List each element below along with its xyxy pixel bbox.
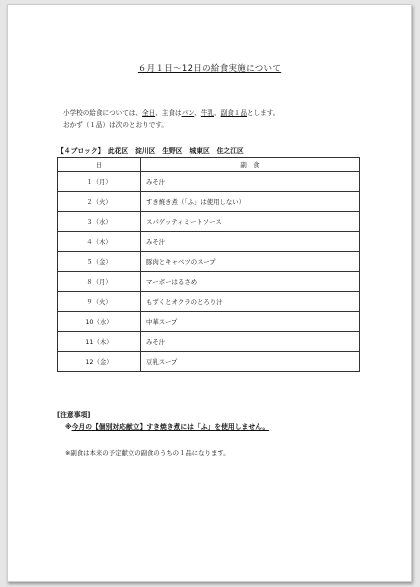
dish-cell: 豆乳スープ [141, 352, 360, 372]
table-row [58, 252, 360, 272]
table-row [58, 272, 360, 292]
document-page [7, 4, 412, 582]
table-row [58, 232, 360, 252]
intro-paragraph [63, 107, 279, 131]
dish-cell: もずくとオクラのとろり汁 [141, 292, 360, 312]
dish-cell: 中華スープ [141, 312, 360, 332]
intro-line-2: おかず（１品）は次のとおりです。 [63, 121, 168, 129]
intro-underlined-text: パン [181, 109, 195, 117]
block-label: 【４ブロック】 此花区 淀川区 生野区 城東区 住之江区 [57, 147, 244, 155]
dish-cell: 豚肉とキャベツのスープ [141, 252, 360, 272]
dish-cell: すき焼き煮（「ふ」は使用しない） [141, 192, 360, 212]
intro-text: とします。 [246, 109, 280, 117]
menu-table [57, 157, 360, 372]
intro-text: 、主食は [155, 109, 182, 117]
table-row [58, 172, 360, 192]
day-cell: ４（木） [58, 232, 141, 252]
table-row [58, 192, 360, 212]
day-cell: 12（金） [58, 352, 141, 372]
dish-cell: みそ汁 [141, 232, 360, 252]
day-cell: ２（火） [58, 192, 141, 212]
document-title [8, 62, 411, 74]
day-cell: ９（火） [58, 292, 141, 312]
intro-text: 、 [194, 109, 201, 117]
intro-underlined-text: 副食１品 [220, 109, 247, 117]
note-1-text: 今月の【個別対応献立】すき焼き煮には「ふ」を使用しません。 [71, 423, 270, 431]
dish-cell: スパゲッティミートソース [141, 212, 360, 232]
header-day: 日 [58, 158, 141, 172]
table-row [58, 292, 360, 312]
day-cell: 11（木） [58, 332, 141, 352]
table-row [58, 212, 360, 232]
intro-line-1 [63, 107, 279, 119]
table-row [58, 312, 360, 332]
day-cell: 10（水） [58, 312, 141, 332]
intro-text: 、 [214, 109, 221, 117]
intro-underlined-text: 全日 [142, 109, 156, 117]
day-cell: １（月） [58, 172, 141, 192]
day-cell: ８（月） [58, 272, 141, 292]
dish-cell: みそ汁 [141, 332, 360, 352]
dish-cell: マーボーはるさめ [141, 272, 360, 292]
table-row [58, 352, 360, 372]
dish-cell: みそ汁 [141, 172, 360, 192]
note-1-mark: ※ [65, 423, 72, 431]
header-dish: 副 食 [141, 158, 360, 172]
notes-title: [注意事項] [57, 411, 91, 419]
table-header-row [58, 158, 360, 172]
intro-text: 小学校の給食については、 [63, 109, 142, 117]
day-cell: ３（水） [58, 212, 141, 232]
day-cell: ５（金） [58, 252, 141, 272]
document-title-text: ６月１日～12日の給食実施について [137, 64, 282, 74]
note-2: ※副食は本来の予定献立の副食のうちの１品になります。 [65, 449, 230, 457]
note-1 [65, 421, 269, 431]
table-row [58, 332, 360, 352]
intro-underlined-text: 牛乳 [200, 109, 215, 117]
